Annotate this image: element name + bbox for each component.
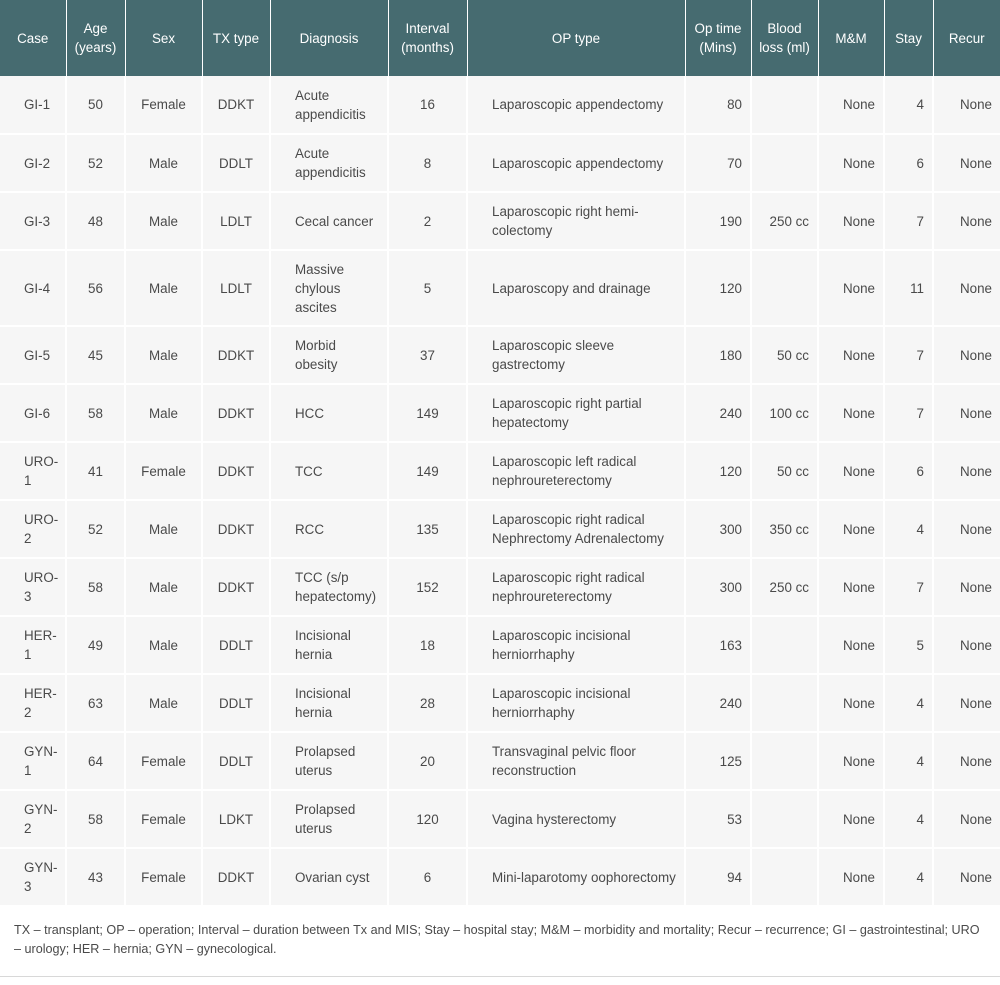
interval-cell: 28	[388, 674, 467, 732]
column-header: Sex	[125, 0, 202, 76]
op-time-cell: 120	[685, 250, 751, 326]
column-header: Age (years)	[66, 0, 125, 76]
case-cell: HER-2	[0, 674, 66, 732]
op-time-cell: 53	[685, 790, 751, 848]
interval-cell: 135	[388, 500, 467, 558]
case-cell: GI-6	[0, 384, 66, 442]
column-header: Recur	[933, 0, 1000, 76]
recur-cell: None	[933, 134, 1000, 192]
sex-cell: Male	[125, 134, 202, 192]
column-header: Stay	[884, 0, 933, 76]
stay-cell: 4	[884, 500, 933, 558]
stay-cell: 4	[884, 732, 933, 790]
op-time-cell: 94	[685, 848, 751, 906]
op-type-cell: Laparoscopic appendectomy	[467, 134, 685, 192]
op-time-cell: 240	[685, 384, 751, 442]
table-row	[0, 616, 1000, 674]
op-time-cell: 125	[685, 732, 751, 790]
table-row	[0, 250, 1000, 326]
case-cell: GI-4	[0, 250, 66, 326]
column-header: TX type	[202, 0, 270, 76]
stay-cell: 6	[884, 134, 933, 192]
tx-type-cell: DDKT	[202, 558, 270, 616]
stay-cell: 7	[884, 558, 933, 616]
sex-cell: Female	[125, 76, 202, 134]
interval-cell: 2	[388, 192, 467, 250]
diagnosis-cell: Incisional hernia	[270, 616, 388, 674]
op-time-cell: 300	[685, 558, 751, 616]
mm-cell: None	[818, 250, 884, 326]
mm-cell: None	[818, 442, 884, 500]
age-cell: 49	[66, 616, 125, 674]
interval-cell: 5	[388, 250, 467, 326]
interval-cell: 6	[388, 848, 467, 906]
op-type-cell: Mini-laparotomy oophorectomy	[467, 848, 685, 906]
sex-cell: Female	[125, 848, 202, 906]
column-header: M&M	[818, 0, 884, 76]
table-row	[0, 848, 1000, 906]
blood-loss-cell	[751, 250, 818, 326]
mm-cell: None	[818, 790, 884, 848]
op-type-cell: Laparoscopic incisional herniorrhaphy	[467, 674, 685, 732]
table-row	[0, 192, 1000, 250]
stay-cell: 7	[884, 192, 933, 250]
interval-cell: 37	[388, 326, 467, 384]
age-cell: 58	[66, 790, 125, 848]
diagnosis-cell: TCC	[270, 442, 388, 500]
interval-cell: 152	[388, 558, 467, 616]
recur-cell: None	[933, 674, 1000, 732]
recur-cell: None	[933, 616, 1000, 674]
blood-loss-cell	[751, 674, 818, 732]
tx-type-cell: DDKT	[202, 848, 270, 906]
diagnosis-cell: Ovarian cyst	[270, 848, 388, 906]
stay-cell: 4	[884, 674, 933, 732]
table-row	[0, 442, 1000, 500]
table-row	[0, 790, 1000, 848]
case-cell: URO-2	[0, 500, 66, 558]
tx-type-cell: DDKT	[202, 442, 270, 500]
blood-loss-cell: 350 cc	[751, 500, 818, 558]
case-cell: URO-1	[0, 442, 66, 500]
interval-cell: 8	[388, 134, 467, 192]
tx-type-cell: LDLT	[202, 192, 270, 250]
op-type-cell: Laparoscopic left radical nephroureterectomy	[467, 442, 685, 500]
interval-cell: 20	[388, 732, 467, 790]
age-cell: 41	[66, 442, 125, 500]
table-row	[0, 134, 1000, 192]
sex-cell: Male	[125, 192, 202, 250]
age-cell: 52	[66, 500, 125, 558]
case-cell: GI-2	[0, 134, 66, 192]
diagnosis-cell: Incisional hernia	[270, 674, 388, 732]
diagnosis-cell: Acute appendicitis	[270, 134, 388, 192]
recur-cell: None	[933, 732, 1000, 790]
age-cell: 48	[66, 192, 125, 250]
mm-cell: None	[818, 558, 884, 616]
tx-type-cell: DDKT	[202, 500, 270, 558]
stay-cell: 4	[884, 790, 933, 848]
case-cell: GI-3	[0, 192, 66, 250]
recur-cell: None	[933, 384, 1000, 442]
age-cell: 58	[66, 384, 125, 442]
stay-cell: 5	[884, 616, 933, 674]
op-type-cell: Laparoscopic incisional herniorrhaphy	[467, 616, 685, 674]
stay-cell: 4	[884, 848, 933, 906]
recur-cell: None	[933, 326, 1000, 384]
blood-loss-cell	[751, 848, 818, 906]
tx-type-cell: DDLT	[202, 674, 270, 732]
op-time-cell: 163	[685, 616, 751, 674]
case-cell: GYN-1	[0, 732, 66, 790]
tx-type-cell: LDLT	[202, 250, 270, 326]
sex-cell: Female	[125, 732, 202, 790]
sex-cell: Male	[125, 674, 202, 732]
tx-type-cell: DDKT	[202, 326, 270, 384]
diagnosis-cell: Prolapsed uterus	[270, 732, 388, 790]
op-time-cell: 80	[685, 76, 751, 134]
tx-type-cell: DDLT	[202, 134, 270, 192]
mm-cell: None	[818, 76, 884, 134]
op-type-cell: Laparoscopic right hemi-colectomy	[467, 192, 685, 250]
sex-cell: Male	[125, 384, 202, 442]
op-type-cell: Laparoscopic right radical nephroureterectomy	[467, 558, 685, 616]
table-row	[0, 732, 1000, 790]
recur-cell: None	[933, 848, 1000, 906]
recur-cell: None	[933, 76, 1000, 134]
mm-cell: None	[818, 674, 884, 732]
mm-cell: None	[818, 616, 884, 674]
case-cell: HER-1	[0, 616, 66, 674]
interval-cell: 149	[388, 384, 467, 442]
recur-cell: None	[933, 250, 1000, 326]
blood-loss-cell: 50 cc	[751, 326, 818, 384]
blood-loss-cell: 250 cc	[751, 192, 818, 250]
op-time-cell: 240	[685, 674, 751, 732]
tx-type-cell: DDKT	[202, 76, 270, 134]
blood-loss-cell: 250 cc	[751, 558, 818, 616]
case-cell: URO-3	[0, 558, 66, 616]
age-cell: 52	[66, 134, 125, 192]
column-header: Interval (months)	[388, 0, 467, 76]
tx-type-cell: DDLT	[202, 732, 270, 790]
diagnosis-cell: Massive chylous ascites	[270, 250, 388, 326]
interval-cell: 149	[388, 442, 467, 500]
blood-loss-cell	[751, 790, 818, 848]
interval-cell: 18	[388, 616, 467, 674]
header-row	[0, 0, 1000, 76]
diagnosis-cell: Morbid obesity	[270, 326, 388, 384]
stay-cell: 4	[884, 76, 933, 134]
recur-cell: None	[933, 558, 1000, 616]
diagnosis-cell: HCC	[270, 384, 388, 442]
recur-cell: None	[933, 500, 1000, 558]
table-row	[0, 674, 1000, 732]
diagnosis-cell: Acute appendicitis	[270, 76, 388, 134]
op-type-cell: Laparoscopic right radical Nephrectomy Adrenalectomy	[467, 500, 685, 558]
op-time-cell: 190	[685, 192, 751, 250]
mm-cell: None	[818, 732, 884, 790]
mm-cell: None	[818, 192, 884, 250]
diagnosis-cell: TCC (s/p hepatectomy)	[270, 558, 388, 616]
age-cell: 56	[66, 250, 125, 326]
sex-cell: Male	[125, 558, 202, 616]
sex-cell: Male	[125, 500, 202, 558]
table-footnote: TX – transplant; OP – operation; Interval – duration between Tx and MIS; Stay – hospital stay; M&M – morbidity and mortality; Recur – recurrence; GI – gastrointestinal; URO – urology; HER – hernia; GYN – gynecological.	[0, 907, 1000, 977]
table-row	[0, 558, 1000, 616]
diagnosis-cell: Cecal cancer	[270, 192, 388, 250]
age-cell: 50	[66, 76, 125, 134]
case-cell: GI-5	[0, 326, 66, 384]
recur-cell: None	[933, 192, 1000, 250]
op-type-cell: Laparoscopy and drainage	[467, 250, 685, 326]
tx-type-cell: LDKT	[202, 790, 270, 848]
age-cell: 45	[66, 326, 125, 384]
blood-loss-cell: 100 cc	[751, 384, 818, 442]
age-cell: 63	[66, 674, 125, 732]
column-header: Diagnosis	[270, 0, 388, 76]
sex-cell: Female	[125, 790, 202, 848]
tx-type-cell: DDKT	[202, 384, 270, 442]
case-cell: GYN-3	[0, 848, 66, 906]
interval-cell: 120	[388, 790, 467, 848]
age-cell: 58	[66, 558, 125, 616]
interval-cell: 16	[388, 76, 467, 134]
case-cell: GYN-2	[0, 790, 66, 848]
mm-cell: None	[818, 848, 884, 906]
mm-cell: None	[818, 134, 884, 192]
stay-cell: 7	[884, 384, 933, 442]
table-row	[0, 326, 1000, 384]
blood-loss-cell	[751, 76, 818, 134]
sex-cell: Male	[125, 616, 202, 674]
op-time-cell: 180	[685, 326, 751, 384]
sex-cell: Female	[125, 442, 202, 500]
column-header: Case	[0, 0, 66, 76]
age-cell: 43	[66, 848, 125, 906]
age-cell: 64	[66, 732, 125, 790]
table-row	[0, 76, 1000, 134]
blood-loss-cell	[751, 732, 818, 790]
op-type-cell: Laparoscopic right partial hepatectomy	[467, 384, 685, 442]
op-time-cell: 120	[685, 442, 751, 500]
blood-loss-cell: 50 cc	[751, 442, 818, 500]
table-row	[0, 500, 1000, 558]
blood-loss-cell	[751, 134, 818, 192]
stay-cell: 11	[884, 250, 933, 326]
tx-type-cell: DDLT	[202, 616, 270, 674]
diagnosis-cell: Prolapsed uterus	[270, 790, 388, 848]
sex-cell: Male	[125, 250, 202, 326]
op-type-cell: Transvaginal pelvic floor reconstruction	[467, 732, 685, 790]
column-header: Blood loss (ml)	[751, 0, 818, 76]
stay-cell: 7	[884, 326, 933, 384]
op-time-cell: 300	[685, 500, 751, 558]
table-row	[0, 384, 1000, 442]
op-time-cell: 70	[685, 134, 751, 192]
mm-cell: None	[818, 326, 884, 384]
recur-cell: None	[933, 790, 1000, 848]
blood-loss-cell	[751, 616, 818, 674]
op-type-cell: Vagina hysterectomy	[467, 790, 685, 848]
recur-cell: None	[933, 442, 1000, 500]
column-header: OP type	[467, 0, 685, 76]
stay-cell: 6	[884, 442, 933, 500]
op-type-cell: Laparoscopic appendectomy	[467, 76, 685, 134]
mm-cell: None	[818, 384, 884, 442]
sex-cell: Male	[125, 326, 202, 384]
diagnosis-cell: RCC	[270, 500, 388, 558]
case-cell: GI-1	[0, 76, 66, 134]
op-type-cell: Laparoscopic sleeve gastrectomy	[467, 326, 685, 384]
table-body	[0, 76, 1000, 906]
mm-cell: None	[818, 500, 884, 558]
column-header: Op time (Mins)	[685, 0, 751, 76]
